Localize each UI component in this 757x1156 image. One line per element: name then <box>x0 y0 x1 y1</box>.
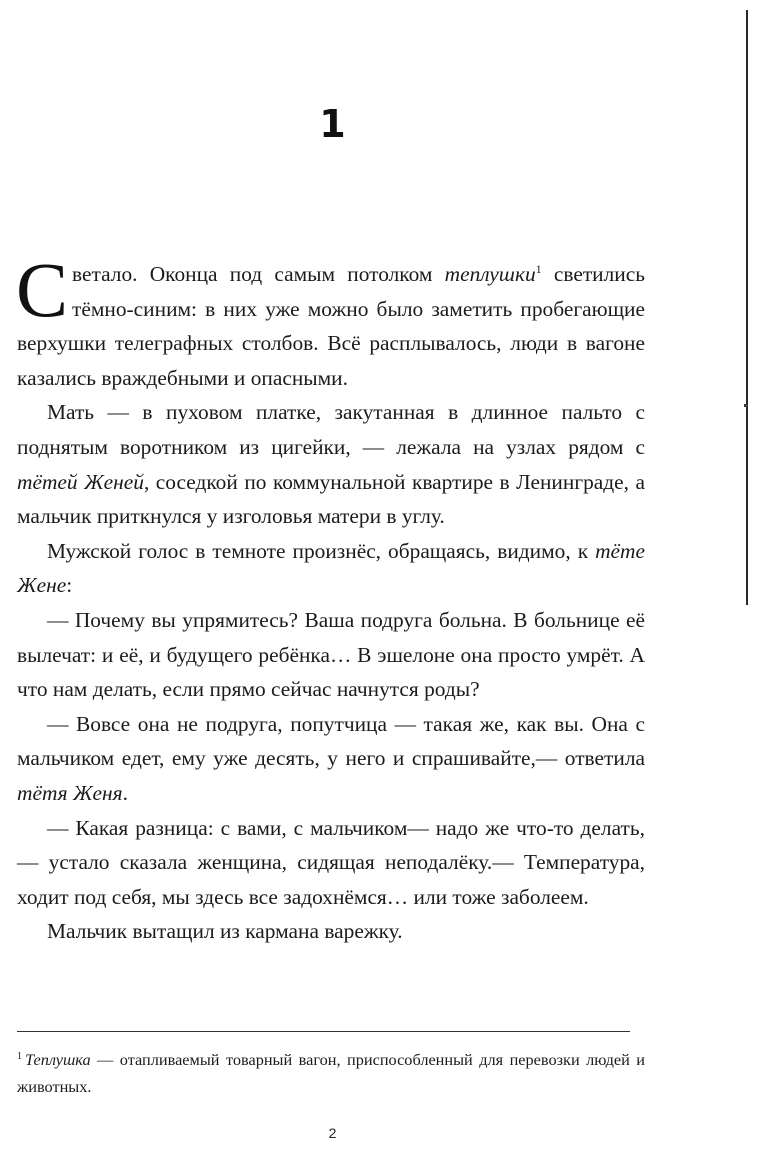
paragraph-6: — Какая разница: с вами, с мальчиком— надо же что-то делать,— устало сказала женщина, сидящая неподалёку.— Температура, ходит под себя, мы здесь все задохнёмся… или тоже заболеем. <box>17 815 645 909</box>
footnote-number: 1 <box>17 1050 22 1062</box>
footnote-reference-mark[interactable]: 1 <box>535 261 542 276</box>
footnote-term: Теплушка <box>25 1050 91 1069</box>
page-edge-tick <box>744 404 748 407</box>
paragraph-2 <box>17 395 645 533</box>
paragraph-3-text-a: Мужской голос в темноте произнёс, обращаясь, видимо, к <box>47 538 596 563</box>
footnote-divider <box>17 1031 630 1032</box>
paragraph-5-text-a: — Вовсе она не подруга, попутчица — такая же, как вы. Она с мальчиком едет, ему уже десять, у него и спрашивайте,— ответила <box>17 711 645 771</box>
body-text <box>16 246 645 949</box>
footnote-definition: — отапливаемый товарный вагон, приспособленный для перевозки людей и животных. <box>17 1050 645 1096</box>
paragraph-1 <box>16 246 645 395</box>
paragraph-4: — Почему вы упрямитесь? Ваша подруга больна. В больнице её вылечат: и её, и будущего ребёнка… В эшелоне она просто умрёт. А что нам делать, если прямо сейчас начнутся роды? <box>17 607 645 702</box>
paragraph-3-italic-name: тёте Жене <box>17 538 645 598</box>
drop-cap: С <box>16 246 69 333</box>
paragraph-5-italic-name: тётя Женя <box>17 780 123 805</box>
chapter-number: 1 <box>319 102 346 146</box>
page-number: 2 <box>328 1125 337 1141</box>
paragraph-3-text-b: : <box>66 573 73 598</box>
footnote <box>17 1046 645 1100</box>
paragraph-1-text-b: светились тёмно-синим: в них уже можно было заметить пробегающие верхушки телеграфных столбов. Всё расплывалось, люди в вагоне казались враждебными и опасными. <box>17 262 645 390</box>
paragraph-5 <box>17 707 645 811</box>
paragraph-5-text-b: . <box>122 780 128 805</box>
paragraph-2-text-a: Мать — в пуховом платке, закутанная в длинное пальто с поднятым воротником из цигейки, — лежала на узлах рядом с <box>17 400 645 459</box>
paragraph-2-italic-name: тётей Женей <box>17 469 144 494</box>
paragraph-7: Мальчик вытащил из кармана варежку. <box>47 919 403 944</box>
paragraph-3 <box>17 534 645 603</box>
paragraph-1-text-a: ветало. Оконца под самым потолком <box>72 262 445 286</box>
paragraph-2-text-b: , соседкой по коммунальной квартире в Ленинграде, а мальчик приткнулся у изголовья матери в углу. <box>17 469 645 529</box>
page-edge-line <box>746 10 748 605</box>
paragraph-1-italic-term: теплушки <box>444 262 536 286</box>
